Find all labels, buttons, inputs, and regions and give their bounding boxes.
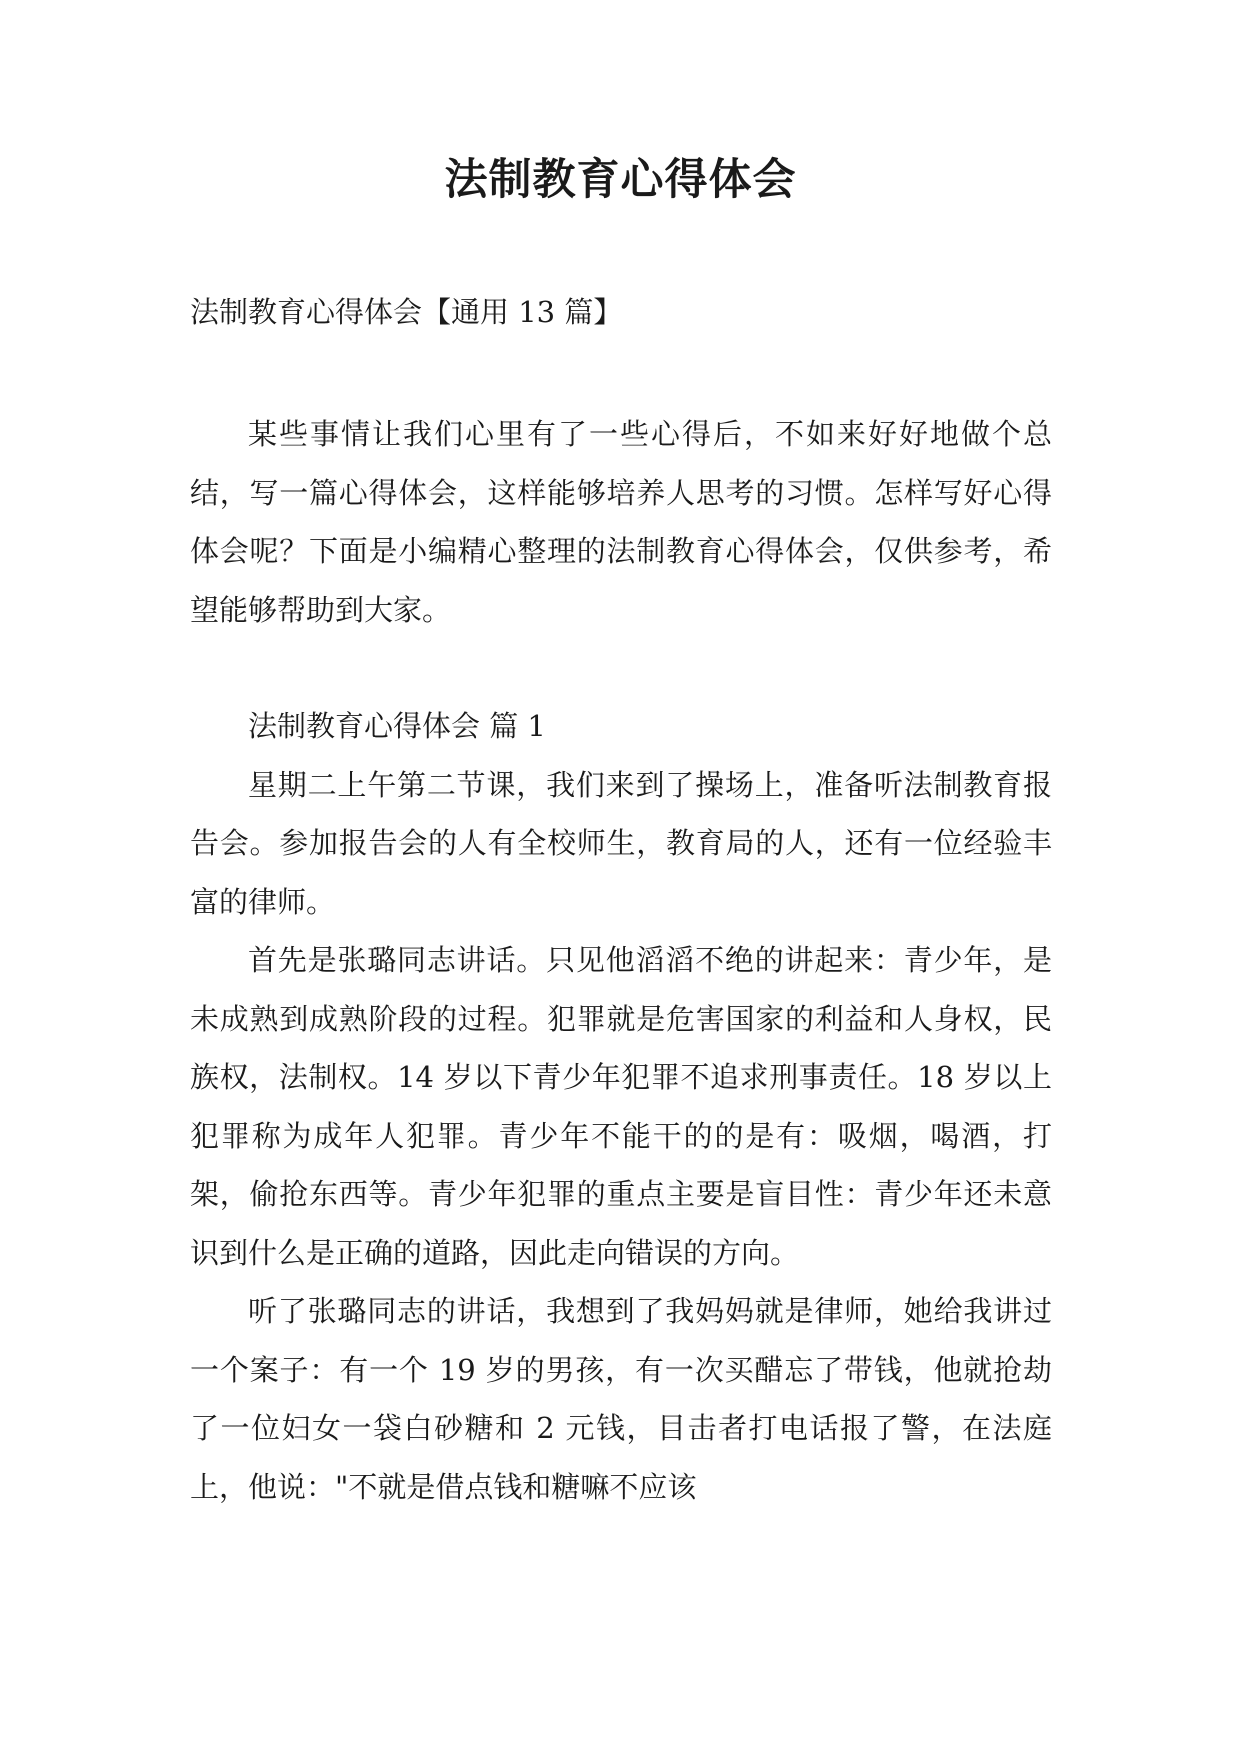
body-paragraph: 星期二上午第二节课，我们来到了操场上，准备听法制教育报告会。参加报告会的人有全校师生，教育局的人，还有一位经验丰富的律师。 [190,767,1052,919]
section-heading: 法制教育心得体会 篇 1 [248,709,546,743]
document-title: 法制教育心得体会 [444,155,797,205]
intro-paragraph: 某些事情让我们心里有了一些心得后，不如来好好地做个总结，写一篇心得体会，这样能够培养人思考的习惯。怎样写好心得体会呢？下面是小编精心整理的法制教育心得体会，仅供参考，希望能够帮助到大家。 [190,417,1052,627]
body-paragraph: 首先是张璐同志讲话。只见他滔滔不绝的讲起来：青少年，是未成熟到成熟阶段的过程。犯罪就是危害国家的利益和人身权，民族权，法制权。14 岁以下青少年犯罪不追求刑事责任。18 岁以上犯罪称为成年人犯罪。青少年不能干的的是有：吸烟，喝酒，打架，偷抢东西等。青少年犯罪的重点主要是盲目性：青少年还未意识到什么是正确的道路，因此走向错误的方向。 [190,943,1052,1270]
document-body [190,405,1052,1516]
body-paragraph: 听了张璐同志的讲话，我想到了我妈妈就是律师，她给我讲过一个案子：有一个 19 岁的男孩，有一次买醋忘了带钱，他就抢劫了一位妇女一袋白砂糖和 2 元钱，目击者打电话报了警，在法庭上，他说："不就是借点钱和糖嘛不应该 [190,1294,1052,1504]
document-subtitle: 法制教育心得体会【通用 13 篇】 [190,295,623,329]
